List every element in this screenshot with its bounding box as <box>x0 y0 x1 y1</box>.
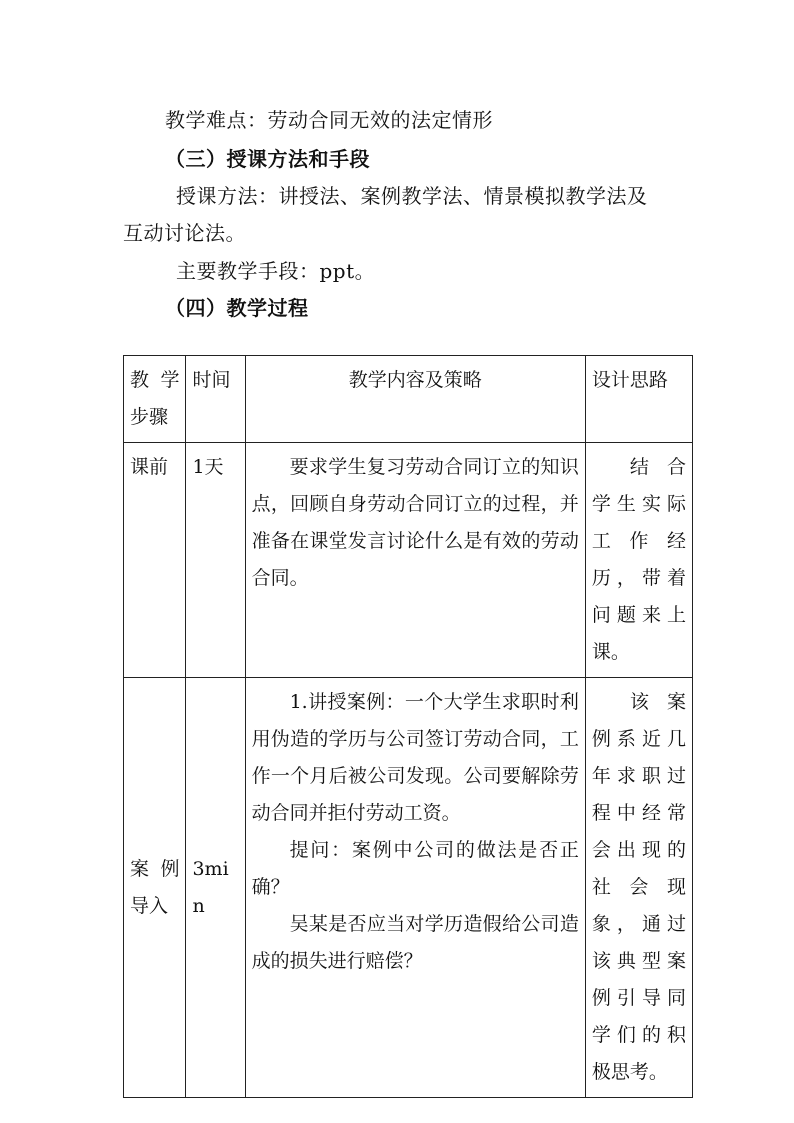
row-step: 课前 <box>124 443 186 678</box>
row-design: 结合学生实际工作经历，带着问题来上课。 <box>585 443 692 678</box>
row-content-paragraph: 1.讲授案例：一个大学生求职时利用伪造的学历与公司签订劳动合同，工作一个月后被公司发现。公司要解除劳动合同并拒付劳动工资。 <box>251 691 579 824</box>
row-step: 案 例 导入 <box>124 678 186 1098</box>
table-row <box>124 443 693 678</box>
table-row <box>124 678 693 1098</box>
row-content-paragraph: 吴某是否应当对学历造假给公司造成的损失进行赔偿？ <box>251 913 579 972</box>
section-heading-methods: （三）授课方法和手段 <box>165 147 370 171</box>
teaching-means: 主要教学手段：ppt。 <box>176 259 376 283</box>
table-header-row <box>124 356 693 443</box>
header-time: 时间 <box>186 356 245 443</box>
teaching-difficulty: 教学难点：劳动合同无效的法定情形 <box>165 108 493 132</box>
row-content <box>245 443 585 678</box>
header-step: 教 学 步骤 <box>124 356 186 443</box>
row-content-paragraph: 要求学生复习劳动合同订立的知识点，回顾自身劳动合同订立的过程，并准备在课堂发言讨论什么是有效的劳动合同。 <box>251 456 579 589</box>
row-time: 3min <box>186 678 245 1098</box>
row-content <box>245 678 585 1098</box>
section-heading-process: （四）教学过程 <box>165 296 309 320</box>
header-design: 设计思路 <box>585 356 692 443</box>
teaching-methods-line-2: 互动讨论法。 <box>123 221 246 245</box>
teaching-process-table <box>123 355 693 1098</box>
row-content-paragraph: 提问：案例中公司的做法是否正确？ <box>251 839 579 898</box>
header-content: 教学内容及策略 <box>245 356 585 443</box>
row-time: 1天 <box>186 443 245 678</box>
row-design: 该案例系近几年求职过程中经常会出现的社会现象，通过该典型案例引导同学们的积极思考。 <box>585 678 692 1098</box>
teaching-methods-line-1: 授课方法：讲授法、案例教学法、情景模拟教学法及 <box>176 184 648 208</box>
